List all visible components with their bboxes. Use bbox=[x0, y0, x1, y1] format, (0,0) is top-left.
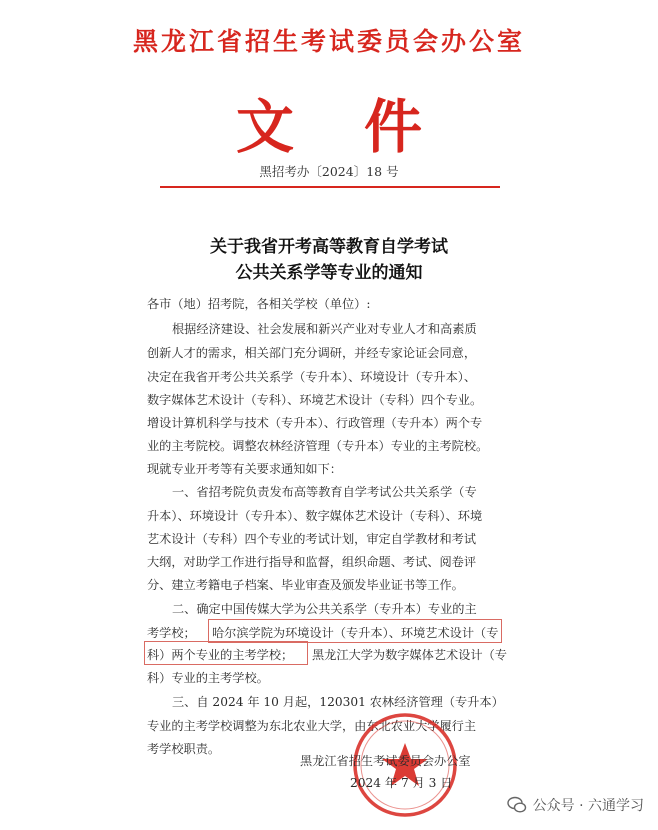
salutation: 各市（地）招考院，各相关学校（单位）: bbox=[147, 297, 371, 311]
intro-line: 数字媒体艺术设计（专科）、环境艺术设计（专科）四个专业。 bbox=[147, 393, 483, 407]
watermark bbox=[507, 795, 644, 815]
item1-line: 大纲，对助学工作进行指导和监督，组织命题、考试、阅卷评 bbox=[147, 555, 477, 569]
document-type-title: 文件 bbox=[235, 93, 492, 161]
item3-line: 三、自 2024 年 10 月起，120301 农林经济管理（专升本） bbox=[172, 695, 504, 709]
item1-line: 一、省招考院负责发布高等教育自学考试公共关系学（专 bbox=[172, 485, 477, 499]
intro-line: 根据经济建设、社会发展和新兴产业对专业人才和高素质 bbox=[172, 322, 477, 336]
item3-line: 专业的主考学校调整为东北农业大学，由东北农业大学履行主 bbox=[147, 719, 477, 733]
intro-line: 创新人才的需求，相关部门充分调研，并经专家论证会同意， bbox=[147, 346, 477, 360]
item2-line: 科）专业的主考学校。 bbox=[147, 671, 269, 685]
watermark-text: 公众号 · 六通学习 bbox=[532, 798, 644, 814]
intro-line: 增设计算机科学与技术（专升本）、行政管理（专升本）两个专 bbox=[147, 416, 483, 430]
item2-line: 二、确定中国传媒大学为公共关系学（专升本）专业的主 bbox=[172, 602, 477, 616]
item2-line: 黑龙江大学为数字媒体艺术设计（专 bbox=[312, 648, 507, 662]
signature-org: 黑龙江省招生考试委员会办公室 bbox=[300, 754, 471, 768]
item2-line-highlighted: 哈尔滨学院为环境设计（专升本）、环境艺术设计（专 bbox=[212, 626, 499, 640]
intro-line: 决定在我省开考公共关系学（专升本）、环境设计（专升本）、 bbox=[147, 370, 477, 384]
notice-title-line-1: 关于我省开考高等教育自学考试 bbox=[210, 237, 448, 257]
item1-line: 升本）、环境设计（专升本）、数字媒体艺术设计（专科）、环境 bbox=[147, 509, 483, 523]
intro-line: 业的主考院校。调整农林经济管理（专升本）专业的主考院校。 bbox=[147, 439, 489, 453]
signature-date: 2024 年 7 月 3 日 bbox=[350, 776, 453, 790]
red-divider-line bbox=[160, 186, 500, 188]
issuer-name: 黑龙江省招生考试委员会办公室 bbox=[132, 27, 525, 56]
wechat-icon bbox=[507, 795, 527, 815]
item1-line: 艺术设计（专科）四个专业的考试计划，审定自学教材和考试 bbox=[147, 532, 477, 546]
item2-line: 考学校； bbox=[147, 626, 196, 640]
intro-line: 现就专业开考等有关要求通知如下： bbox=[147, 462, 342, 476]
item1-line: 分、建立考籍电子档案、毕业审查及颁发毕业证书等工作。 bbox=[147, 578, 464, 592]
document-number: 黑招考办〔2024〕18 号 bbox=[259, 164, 399, 179]
notice-title-line-2: 公共关系学等专业的通知 bbox=[235, 263, 423, 283]
item2-line-highlighted: 科）两个专业的主考学校； bbox=[147, 648, 294, 662]
item3-line: 考学校职责。 bbox=[147, 742, 221, 756]
